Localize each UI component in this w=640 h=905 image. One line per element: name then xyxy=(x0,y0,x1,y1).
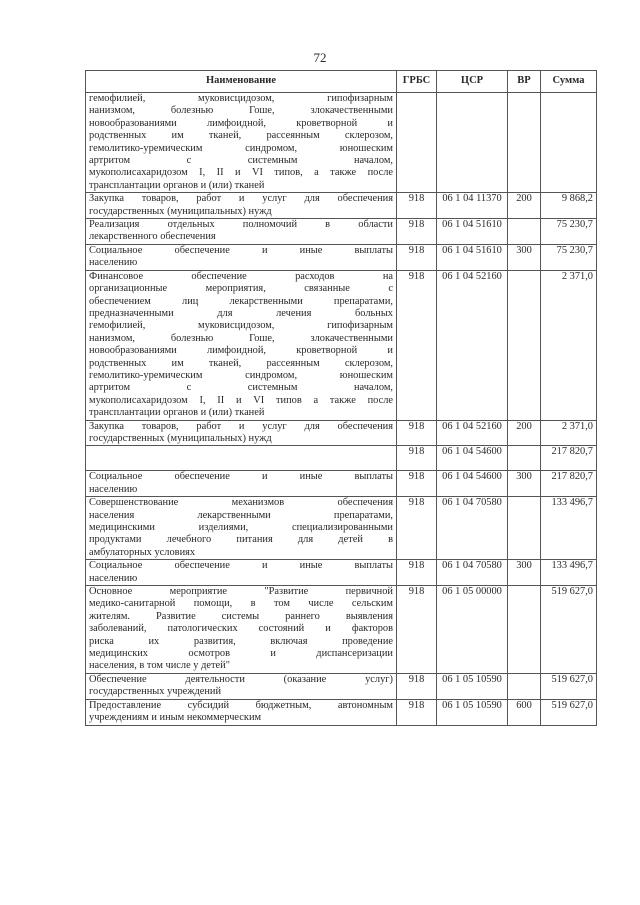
cell-name-line: риска их развития, включая проведение xyxy=(89,635,393,647)
cell-name-line: заболеваний, патологических состояний и факторов xyxy=(89,623,393,635)
cell-vr: 300 xyxy=(508,471,541,497)
cell-name-line: Финансовое обеспечение расходов на xyxy=(89,270,393,282)
cell-sum: 519 627,0 xyxy=(541,699,597,725)
cell-sum: 519 627,0 xyxy=(541,586,597,674)
cell-name xyxy=(86,673,397,699)
cell-name xyxy=(86,471,397,497)
cell-sum xyxy=(541,93,597,193)
cell-csr: 06 1 04 51610 xyxy=(437,244,508,270)
cell-name xyxy=(86,699,397,725)
cell-name-line: населению xyxy=(89,572,138,584)
cell-vr xyxy=(508,446,541,471)
cell-csr: 06 1 04 52160 xyxy=(437,270,508,420)
cell-name xyxy=(86,497,397,560)
table-row xyxy=(86,471,597,497)
cell-grbs: 918 xyxy=(397,586,437,674)
cell-name-line: лекарственного обеспечения xyxy=(89,231,216,243)
cell-name xyxy=(86,560,397,586)
cell-name-line: амбулаторных условиях xyxy=(89,546,196,558)
cell-name-line: населению xyxy=(89,257,138,269)
cell-vr: 300 xyxy=(508,560,541,586)
cell-grbs: 918 xyxy=(397,497,437,560)
cell-vr: 200 xyxy=(508,193,541,219)
cell-name xyxy=(86,93,397,193)
cell-grbs: 918 xyxy=(397,560,437,586)
cell-name xyxy=(86,420,397,446)
table-row xyxy=(86,673,597,699)
cell-name xyxy=(86,244,397,270)
cell-name-line: обеспечением лиц лекарственными препаратами, xyxy=(89,295,393,307)
cell-sum: 2 371,0 xyxy=(541,420,597,446)
cell-grbs: 918 xyxy=(397,193,437,219)
cell-csr xyxy=(437,93,508,193)
cell-name-line: мукополисахаридозом I, II и VI типов а также после xyxy=(89,394,393,406)
cell-name-line: гемолитико-уремическим синдромом, юношеским xyxy=(89,142,393,154)
cell-name xyxy=(86,446,397,471)
cell-name-line: новообразованиями лимфоидной, кроветворной и xyxy=(89,345,393,357)
cell-csr: 06 1 04 11370 xyxy=(437,193,508,219)
cell-name-line: артритом с системным началом, xyxy=(89,382,393,394)
cell-name-line: населению xyxy=(89,483,138,495)
cell-csr: 06 1 04 54600 xyxy=(437,446,508,471)
header-name: Наименование xyxy=(86,71,397,93)
cell-vr xyxy=(508,673,541,699)
cell-sum: 2 371,0 xyxy=(541,270,597,420)
cell-csr: 06 1 04 70580 xyxy=(437,560,508,586)
cell-name-line: мукополисахаридозом I, II и VI типов, а также после xyxy=(89,167,393,179)
cell-name-line: гемофилией, муковисцидозом, гипофизарным xyxy=(89,320,393,332)
cell-csr: 06 1 05 00000 xyxy=(437,586,508,674)
cell-grbs: 918 xyxy=(397,219,437,245)
cell-name-line: нанизмом, болезнью Гоше, злокачественными xyxy=(89,332,393,344)
cell-name-line: медицинских осмотров и диспансеризации xyxy=(89,648,393,660)
cell-name-line: родственных им тканей, рассеянным склерозом, xyxy=(89,130,393,142)
cell-name-line: Закупка товаров, работ и услуг для обеспечения xyxy=(89,193,393,205)
cell-name-line: артритом с системным началом, xyxy=(89,155,393,167)
header-grbs: ГРБС xyxy=(397,71,437,93)
cell-vr xyxy=(508,93,541,193)
cell-sum: 75 230,7 xyxy=(541,244,597,270)
cell-csr: 06 1 04 52160 xyxy=(437,420,508,446)
cell-grbs: 918 xyxy=(397,244,437,270)
cell-name-line: Обеспечение деятельности (оказание услуг) xyxy=(89,673,393,685)
cell-name-line: Социальное обеспечение и иные выплаты xyxy=(89,471,393,483)
cell-sum: 75 230,7 xyxy=(541,219,597,245)
table-row xyxy=(86,446,597,471)
cell-grbs: 918 xyxy=(397,420,437,446)
cell-name-line: родственных им тканей, рассеянным склерозом, xyxy=(89,357,393,369)
cell-name-line: Совершенствование механизмов обеспечения xyxy=(89,497,393,509)
table-header-row xyxy=(86,71,597,93)
header-vr: ВР xyxy=(508,71,541,93)
table-row xyxy=(86,270,597,420)
cell-name-line: населения лекарственными препаратами, xyxy=(89,509,393,521)
cell-name-line: медицинскими изделиями, специализированными xyxy=(89,522,393,533)
table-row xyxy=(86,699,597,725)
cell-name-line: учреждениям и иным некоммерческим xyxy=(89,712,262,724)
cell-vr xyxy=(508,270,541,420)
cell-name xyxy=(86,193,397,219)
cell-name-line: государственных учреждений xyxy=(89,686,222,698)
table-row xyxy=(86,420,597,446)
cell-vr xyxy=(508,586,541,674)
cell-name-line: предназначенными для лечения больных xyxy=(89,307,393,319)
table-body xyxy=(86,93,597,726)
cell-vr: 200 xyxy=(508,420,541,446)
cell-name-line: жителям. Развитие системы раннего выявления xyxy=(89,610,393,622)
cell-name-line: гемолитико-уремическим синдромом, юношеским xyxy=(89,369,393,381)
cell-grbs: 918 xyxy=(397,446,437,471)
cell-name-line: государственных (муниципальных) нужд xyxy=(89,205,272,217)
cell-grbs: 918 xyxy=(397,673,437,699)
cell-csr: 06 1 05 10590 xyxy=(437,699,508,725)
cell-grbs: 918 xyxy=(397,699,437,725)
cell-sum: 133 496,7 xyxy=(541,497,597,560)
cell-sum: 217 820,7 xyxy=(541,446,597,471)
header-sum: Сумма xyxy=(541,71,597,93)
cell-name-line: Основное мероприятие "Развитие первичной xyxy=(89,586,393,598)
cell-name-line: Закупка товаров, работ и услуг для обеспечения xyxy=(89,420,393,432)
cell-csr: 06 1 05 10590 xyxy=(437,673,508,699)
cell-grbs: 918 xyxy=(397,471,437,497)
cell-vr xyxy=(508,219,541,245)
cell-sum: 133 496,7 xyxy=(541,560,597,586)
cell-vr: 600 xyxy=(508,699,541,725)
cell-sum: 217 820,7 xyxy=(541,471,597,497)
table-row xyxy=(86,244,597,270)
cell-grbs: 918 xyxy=(397,270,437,420)
cell-name xyxy=(86,270,397,420)
page-number: 72 xyxy=(313,50,327,65)
table-row xyxy=(86,560,597,586)
cell-csr: 06 1 04 51610 xyxy=(437,219,508,245)
cell-name-line: Реализация отдельных полномочий в области xyxy=(89,219,393,231)
cell-sum: 9 868,2 xyxy=(541,193,597,219)
cell-name xyxy=(86,586,397,674)
cell-name-line: населения, в том числе у детей" xyxy=(89,660,230,672)
cell-grbs xyxy=(397,93,437,193)
cell-name-line: трансплантации органов и (или) тканей xyxy=(89,179,265,191)
cell-name-line: гемофилией, муковисцидозом, гипофизарным xyxy=(89,93,393,104)
header-csr: ЦСР xyxy=(437,71,508,93)
cell-vr xyxy=(508,497,541,560)
cell-sum: 519 627,0 xyxy=(541,673,597,699)
cell-name-line: медико-санитарной помощи, в том числе сельским xyxy=(89,598,393,610)
table-row xyxy=(86,193,597,219)
table-row xyxy=(86,586,597,674)
cell-name-line: организационные мероприятия, связанные с xyxy=(89,283,393,295)
cell-name-line: Социальное обеспечение и иные выплаты xyxy=(89,244,393,256)
cell-csr: 06 1 04 70580 xyxy=(437,497,508,560)
cell-name-line: продуктами лечебного питания для детей в xyxy=(89,534,393,546)
cell-name-line: нанизмом, болезнью Гоше, злокачественными xyxy=(89,105,393,117)
cell-name-line: Предоставление субсидий бюджетным, автономным xyxy=(89,699,393,711)
cell-csr: 06 1 04 54600 xyxy=(437,471,508,497)
table-row xyxy=(86,219,597,245)
cell-name-line: новообразованиями лимфоидной, кроветворной и xyxy=(89,117,393,129)
cell-name-line: государственных (муниципальных) нужд xyxy=(89,432,272,444)
cell-name xyxy=(86,219,397,245)
table-row xyxy=(86,497,597,560)
budget-table xyxy=(85,70,597,726)
cell-vr: 300 xyxy=(508,244,541,270)
cell-name-line: трансплантации органов и (или) тканей xyxy=(89,407,265,419)
cell-name-line: Социальное обеспечение и иные выплаты xyxy=(89,560,393,572)
table-row xyxy=(86,93,597,193)
